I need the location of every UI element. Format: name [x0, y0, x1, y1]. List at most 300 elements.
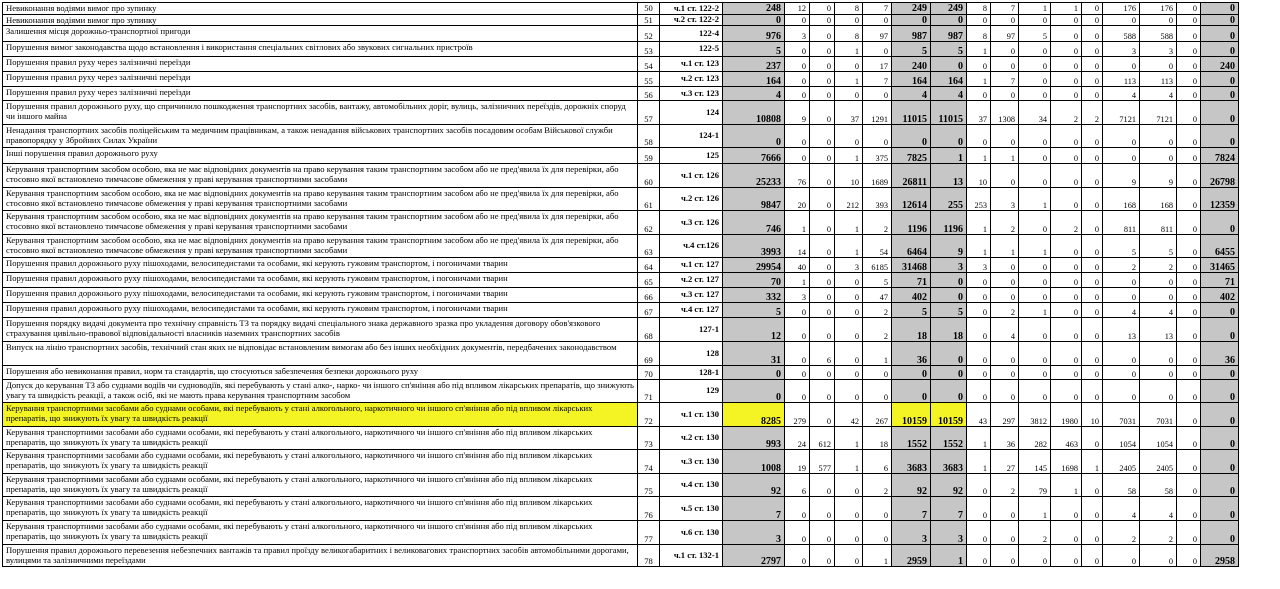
value-cell: 7 — [892, 497, 931, 521]
value-cell: 8 — [835, 3, 863, 15]
article-reference: 129 — [660, 380, 723, 403]
value-cell: 0 — [835, 87, 863, 101]
offense-description: Допуск до керування ТЗ або суднами водіїв чи судноводіїв, які перебувають у стані алко-, нарко- чи іншого сп'яніння або під впливом лікарських препаратів, що знижують увагу та швидкість реакції, а також осіб, які не мають права керування транспортним засобом — [3, 380, 638, 403]
table-row — [3, 14, 1239, 26]
table-row — [3, 3, 1239, 15]
value-cell: 4 — [1140, 497, 1177, 521]
value-cell: 0 — [1177, 474, 1201, 497]
value-cell: 0 — [1051, 125, 1082, 148]
value-cell: 0 — [810, 380, 835, 403]
value-cell: 8 — [967, 3, 991, 15]
value-cell: 0 — [1177, 72, 1201, 87]
value-cell: 0 — [1082, 42, 1103, 57]
row-number: 52 — [638, 26, 660, 42]
value-cell: 9 — [1140, 164, 1177, 188]
value-cell: 0 — [810, 211, 835, 235]
value-cell: 0 — [810, 125, 835, 148]
value-cell: 1 — [931, 148, 967, 164]
value-cell: 31465 — [1201, 258, 1239, 273]
value-cell: 0 — [1082, 57, 1103, 72]
value-cell: 1 — [1082, 450, 1103, 474]
value-cell: 0 — [810, 366, 835, 380]
value-cell: 10 — [967, 164, 991, 188]
value-cell: 0 — [835, 14, 863, 26]
table-row — [3, 125, 1239, 148]
value-cell: 1 — [967, 42, 991, 57]
value-cell: 1008 — [723, 450, 785, 474]
value-cell: 0 — [1051, 380, 1082, 403]
value-cell: 0 — [1019, 72, 1051, 87]
article-reference: ч.1 ст. 132-1 — [660, 545, 723, 567]
value-cell: 0 — [1019, 318, 1051, 342]
value-cell: 0 — [1019, 57, 1051, 72]
value-cell: 6 — [863, 450, 892, 474]
value-cell: 0 — [931, 125, 967, 148]
row-number: 78 — [638, 545, 660, 567]
value-cell: 0 — [1019, 380, 1051, 403]
value-cell: 36 — [991, 427, 1019, 450]
value-cell: 0 — [835, 521, 863, 545]
value-cell: 7666 — [723, 148, 785, 164]
value-cell: 0 — [931, 380, 967, 403]
value-cell: 4 — [931, 87, 967, 101]
value-cell: 1 — [991, 235, 1019, 258]
value-cell: 1 — [835, 427, 863, 450]
value-cell: 0 — [1103, 148, 1140, 164]
value-cell: 3993 — [723, 235, 785, 258]
value-cell: 0 — [810, 42, 835, 57]
value-cell: 0 — [1201, 72, 1239, 87]
value-cell: 0 — [863, 87, 892, 101]
value-cell: 0 — [1051, 42, 1082, 57]
value-cell: 0 — [810, 474, 835, 497]
value-cell: 0 — [810, 3, 835, 15]
value-cell: 0 — [1103, 366, 1140, 380]
value-cell: 3 — [835, 258, 863, 273]
value-cell: 0 — [1082, 342, 1103, 366]
value-cell: 0 — [991, 164, 1019, 188]
value-cell: 168 — [1103, 188, 1140, 211]
value-cell: 0 — [967, 303, 991, 318]
value-cell: 3 — [785, 26, 810, 42]
value-cell: 0 — [1082, 14, 1103, 26]
value-cell: 1 — [967, 211, 991, 235]
value-cell: 168 — [1140, 188, 1177, 211]
value-cell: 1054 — [1103, 427, 1140, 450]
value-cell: 12614 — [892, 188, 931, 211]
value-cell: 1 — [835, 148, 863, 164]
value-cell: 3 — [1103, 42, 1140, 57]
value-cell: 0 — [1201, 497, 1239, 521]
offense-description: Керування транспортними засобами або суднами особами, які перебувають у стані алкогольного, наркотичного чи іншого сп'яніння або під впливом лікарських препаратів, що знижують їх увагу та швидкість реакції — [3, 474, 638, 497]
value-cell: 9 — [1103, 164, 1140, 188]
value-cell: 0 — [1082, 288, 1103, 303]
value-cell: 3 — [931, 258, 967, 273]
value-cell: 0 — [785, 303, 810, 318]
table-row — [3, 87, 1239, 101]
value-cell: 0 — [810, 101, 835, 125]
article-reference: 128-1 — [660, 366, 723, 380]
value-cell: 1196 — [931, 211, 967, 235]
table-row — [3, 273, 1239, 288]
value-cell: 26798 — [1201, 164, 1239, 188]
value-cell: 25233 — [723, 164, 785, 188]
article-reference: ч.2 ст. 123 — [660, 72, 723, 87]
value-cell: 0 — [785, 14, 810, 26]
value-cell: 0 — [835, 545, 863, 567]
value-cell: 0 — [931, 342, 967, 366]
value-cell: 0 — [1051, 258, 1082, 273]
value-cell: 0 — [1177, 42, 1201, 57]
offense-description: Керування транспортними засобами або суднами особами, які перебувають у стані алкогольного, наркотичного чи іншого сп'яніння або під впливом лікарських препаратів, що знижують їх увагу та швидкість реакції — [3, 403, 638, 427]
table-row — [3, 211, 1239, 235]
value-cell: 0 — [1140, 57, 1177, 72]
value-cell: 279 — [785, 403, 810, 427]
offense-description: Порушення правил дорожнього руху, що спричинило пошкодження транспортних засобів, вантажу, автомобільних доріг, вулиць, залізничних переїздів, дорожніх споруд чи іншого майна — [3, 101, 638, 125]
value-cell: 237 — [723, 57, 785, 72]
value-cell: 1 — [967, 72, 991, 87]
article-reference: ч.4 ст.126 — [660, 235, 723, 258]
statistics-table — [2, 2, 1239, 567]
value-cell: 47 — [863, 288, 892, 303]
value-cell: 14 — [785, 235, 810, 258]
value-cell: 0 — [810, 288, 835, 303]
value-cell: 8 — [967, 26, 991, 42]
value-cell: 0 — [1103, 545, 1140, 567]
article-reference: ч.1 ст. 122-2 — [660, 3, 723, 15]
value-cell: 5 — [863, 273, 892, 288]
value-cell: 0 — [1177, 521, 1201, 545]
article-reference: 128 — [660, 342, 723, 366]
value-cell: 0 — [1140, 14, 1177, 26]
value-cell: 253 — [967, 188, 991, 211]
value-cell: 0 — [1082, 521, 1103, 545]
value-cell: 0 — [1019, 125, 1051, 148]
value-cell: 2 — [991, 303, 1019, 318]
value-cell: 6 — [810, 342, 835, 366]
offense-description: Інші порушення правил дорожнього руху — [3, 148, 638, 164]
value-cell: 0 — [1082, 3, 1103, 15]
value-cell: 1 — [1019, 188, 1051, 211]
value-cell: 7 — [863, 3, 892, 15]
value-cell: 0 — [1201, 521, 1239, 545]
value-cell: 26811 — [892, 164, 931, 188]
value-cell: 42 — [835, 403, 863, 427]
value-cell: 7031 — [1140, 403, 1177, 427]
row-number: 59 — [638, 148, 660, 164]
value-cell: 0 — [1082, 188, 1103, 211]
value-cell: 12 — [723, 318, 785, 342]
value-cell: 0 — [1019, 258, 1051, 273]
value-cell: 9 — [785, 101, 810, 125]
value-cell: 0 — [835, 303, 863, 318]
value-cell: 6185 — [863, 258, 892, 273]
value-cell: 71 — [892, 273, 931, 288]
value-cell: 0 — [1140, 545, 1177, 567]
value-cell: 463 — [1051, 427, 1082, 450]
value-cell: 0 — [1082, 303, 1103, 318]
table-row — [3, 288, 1239, 303]
value-cell: 1980 — [1051, 403, 1082, 427]
value-cell: 8285 — [723, 403, 785, 427]
value-cell: 0 — [1103, 125, 1140, 148]
value-cell: 0 — [1140, 342, 1177, 366]
value-cell: 0 — [1082, 258, 1103, 273]
value-cell: 36 — [1201, 342, 1239, 366]
article-reference: ч.3 ст. 127 — [660, 288, 723, 303]
article-reference: ч.2 ст. 130 — [660, 427, 723, 450]
article-reference: 125 — [660, 148, 723, 164]
row-number: 67 — [638, 303, 660, 318]
value-cell: 92 — [892, 474, 931, 497]
value-cell: 0 — [991, 545, 1019, 567]
value-cell: 6455 — [1201, 235, 1239, 258]
value-cell: 0 — [810, 273, 835, 288]
value-cell: 0 — [810, 164, 835, 188]
article-reference: 122-5 — [660, 42, 723, 57]
value-cell: 248 — [723, 3, 785, 15]
value-cell: 2797 — [723, 545, 785, 567]
value-cell: 0 — [785, 366, 810, 380]
value-cell: 0 — [1177, 125, 1201, 148]
value-cell: 0 — [892, 14, 931, 26]
value-cell: 0 — [1082, 318, 1103, 342]
value-cell: 0 — [835, 318, 863, 342]
value-cell: 249 — [931, 3, 967, 15]
value-cell: 0 — [785, 521, 810, 545]
value-cell: 17 — [863, 57, 892, 72]
offense-description: Порушення порядку видачі документа про технічну справність ТЗ та порядку видачі спеціального знака державного зразка про укладення договору обов'язкового страхування цивільно-правової відповідальності власників наземних транспортних засобів — [3, 318, 638, 342]
value-cell: 0 — [1103, 273, 1140, 288]
row-number: 64 — [638, 258, 660, 273]
offense-description: Порушення правил дорожнього перевезення небезпечних вантажів та правил проїзду великогабаритних і великовагових транспортних засобів автомобільними дорогами, вулицями та залізничними переїздами — [3, 545, 638, 567]
value-cell: 0 — [1051, 303, 1082, 318]
article-reference: ч.3 ст. 126 — [660, 211, 723, 235]
table-row — [3, 72, 1239, 87]
value-cell: 0 — [1051, 188, 1082, 211]
value-cell: 0 — [1051, 366, 1082, 380]
value-cell: 0 — [785, 87, 810, 101]
value-cell: 1 — [967, 148, 991, 164]
value-cell: 0 — [1177, 303, 1201, 318]
value-cell: 0 — [991, 497, 1019, 521]
value-cell: 3683 — [931, 450, 967, 474]
offense-description: Невиконання водіями вимог про зупинку — [3, 3, 638, 15]
value-cell: 0 — [1103, 288, 1140, 303]
value-cell: 4 — [892, 87, 931, 101]
value-cell: 1 — [1019, 497, 1051, 521]
value-cell: 0 — [1019, 148, 1051, 164]
value-cell: 0 — [1201, 427, 1239, 450]
value-cell: 0 — [1051, 521, 1082, 545]
value-cell: 2 — [1051, 101, 1082, 125]
value-cell: 0 — [1201, 3, 1239, 15]
value-cell: 0 — [967, 497, 991, 521]
value-cell: 2 — [1019, 521, 1051, 545]
value-cell: 0 — [1177, 3, 1201, 15]
value-cell: 402 — [1201, 288, 1239, 303]
value-cell: 0 — [1051, 342, 1082, 366]
value-cell: 0 — [785, 342, 810, 366]
value-cell: 24 — [785, 427, 810, 450]
value-cell: 0 — [1140, 380, 1177, 403]
value-cell: 811 — [1140, 211, 1177, 235]
value-cell: 10159 — [892, 403, 931, 427]
value-cell: 0 — [1103, 380, 1140, 403]
offense-description: Порушення правил дорожнього руху пішоходами, велосипедистами та особами, які керують гужовим транспортом, і погоничами тварин — [3, 273, 638, 288]
offense-description: Порушення правил дорожнього руху пішоходами, велосипедистами та особами, які керують гужовим транспортом, і погоничами тварин — [3, 303, 638, 318]
row-number: 61 — [638, 188, 660, 211]
value-cell: 34 — [1019, 101, 1051, 125]
value-cell: 240 — [1201, 57, 1239, 72]
value-cell: 0 — [991, 42, 1019, 57]
value-cell: 0 — [810, 26, 835, 42]
value-cell: 1 — [1019, 3, 1051, 15]
value-cell: 0 — [835, 125, 863, 148]
value-cell: 0 — [967, 380, 991, 403]
value-cell: 0 — [1082, 72, 1103, 87]
row-number: 51 — [638, 14, 660, 26]
value-cell: 13 — [1103, 318, 1140, 342]
article-reference: ч.5 ст. 130 — [660, 497, 723, 521]
value-cell: 0 — [931, 57, 967, 72]
value-cell: 1 — [931, 545, 967, 567]
value-cell: 7 — [991, 3, 1019, 15]
article-reference: ч.2 ст. 122-2 — [660, 14, 723, 26]
table-row — [3, 474, 1239, 497]
value-cell: 0 — [967, 521, 991, 545]
value-cell: 332 — [723, 288, 785, 303]
value-cell: 97 — [863, 26, 892, 42]
value-cell: 1552 — [931, 427, 967, 450]
value-cell: 11015 — [931, 101, 967, 125]
value-cell: 5 — [1103, 235, 1140, 258]
value-cell: 0 — [967, 342, 991, 366]
value-cell: 987 — [892, 26, 931, 42]
value-cell: 5 — [892, 303, 931, 318]
value-cell: 1 — [835, 211, 863, 235]
value-cell: 746 — [723, 211, 785, 235]
value-cell: 0 — [1177, 164, 1201, 188]
value-cell: 0 — [1201, 474, 1239, 497]
value-cell: 3 — [1140, 42, 1177, 57]
value-cell: 0 — [785, 148, 810, 164]
value-cell: 4 — [1103, 303, 1140, 318]
value-cell: 0 — [863, 380, 892, 403]
value-cell: 0 — [1201, 450, 1239, 474]
value-cell: 7121 — [1103, 101, 1140, 125]
value-cell: 0 — [1177, 288, 1201, 303]
value-cell: 1689 — [863, 164, 892, 188]
value-cell: 0 — [1177, 14, 1201, 26]
table-row — [3, 148, 1239, 164]
value-cell: 0 — [1082, 211, 1103, 235]
value-cell: 13 — [1140, 318, 1177, 342]
value-cell: 0 — [863, 366, 892, 380]
value-cell: 0 — [991, 342, 1019, 366]
offense-description: Порушення або невиконання правил, норм та стандартів, що стосуються забезпечення безпеки дорожнього руху — [3, 366, 638, 380]
value-cell: 0 — [1103, 57, 1140, 72]
article-reference: 124 — [660, 101, 723, 125]
value-cell: 0 — [810, 303, 835, 318]
value-cell: 0 — [967, 288, 991, 303]
value-cell: 7031 — [1103, 403, 1140, 427]
value-cell: 7825 — [892, 148, 931, 164]
value-cell: 4 — [1103, 87, 1140, 101]
value-cell: 0 — [1177, 188, 1201, 211]
value-cell: 0 — [785, 380, 810, 403]
value-cell: 1 — [1019, 235, 1051, 258]
value-cell: 0 — [967, 125, 991, 148]
article-reference: ч.1 ст. 130 — [660, 403, 723, 427]
value-cell: 0 — [1082, 125, 1103, 148]
value-cell: 0 — [1201, 366, 1239, 380]
value-cell: 10 — [835, 164, 863, 188]
value-cell: 1291 — [863, 101, 892, 125]
value-cell: 0 — [1177, 148, 1201, 164]
value-cell: 0 — [1082, 474, 1103, 497]
offense-description: Випуск на лінію транспортних засобів, технічний стан яких не відповідає встановленим вимогам або без інших необхідних документів, передбачених законодавством — [3, 342, 638, 366]
offense-description: Ненадання транспортних засобів поліцейським та медичним працівникам, а також ненадання військових транспортних засобів посадовим особам Військової служби правопорядку у Збройних Силах України — [3, 125, 638, 148]
article-reference: ч.2 ст. 127 — [660, 273, 723, 288]
value-cell: 0 — [1201, 14, 1239, 26]
value-cell: 145 — [1019, 450, 1051, 474]
value-cell: 3 — [967, 258, 991, 273]
value-cell: 7 — [991, 72, 1019, 87]
value-cell: 588 — [1103, 26, 1140, 42]
value-cell: 0 — [1103, 342, 1140, 366]
value-cell: 0 — [1177, 497, 1201, 521]
value-cell: 36 — [892, 342, 931, 366]
value-cell: 987 — [931, 26, 967, 42]
value-cell: 4 — [1140, 87, 1177, 101]
value-cell: 297 — [991, 403, 1019, 427]
offense-description: Керування транспортним засобом особою, яка не має відповідних документів на право керування таким транспортним засобом або не пред'явила їх для перевірки, або стосовно якої встановлено тимчасове обмеження у праві керування транспортними засобами — [3, 188, 638, 211]
value-cell: 0 — [1177, 258, 1201, 273]
value-cell: 0 — [1177, 450, 1201, 474]
value-cell: 0 — [892, 366, 931, 380]
value-cell: 2 — [863, 474, 892, 497]
value-cell: 0 — [1051, 497, 1082, 521]
value-cell: 0 — [892, 380, 931, 403]
value-cell: 0 — [1019, 288, 1051, 303]
value-cell: 0 — [810, 148, 835, 164]
value-cell: 4 — [991, 318, 1019, 342]
value-cell: 0 — [1082, 380, 1103, 403]
value-cell: 79 — [1019, 474, 1051, 497]
value-cell: 3683 — [892, 450, 931, 474]
value-cell: 0 — [1177, 403, 1201, 427]
value-cell: 0 — [835, 288, 863, 303]
row-number: 77 — [638, 521, 660, 545]
value-cell: 0 — [967, 366, 991, 380]
offense-description: Керування транспортними засобами або суднами особами, які перебувають у стані алкогольного, наркотичного чи іншого сп'яніння або під впливом лікарських препаратів, що знижують їх увагу та швидкість реакції — [3, 497, 638, 521]
value-cell: 58 — [1103, 474, 1140, 497]
value-cell: 0 — [785, 497, 810, 521]
value-cell: 0 — [723, 366, 785, 380]
value-cell: 0 — [1177, 87, 1201, 101]
value-cell: 0 — [1051, 318, 1082, 342]
article-reference: ч.4 ст. 130 — [660, 474, 723, 497]
value-cell: 0 — [1140, 366, 1177, 380]
value-cell: 0 — [991, 273, 1019, 288]
value-cell: 0 — [967, 318, 991, 342]
row-number: 76 — [638, 497, 660, 521]
value-cell: 12359 — [1201, 188, 1239, 211]
value-cell: 0 — [1177, 101, 1201, 125]
value-cell: 0 — [863, 125, 892, 148]
value-cell: 1 — [863, 342, 892, 366]
